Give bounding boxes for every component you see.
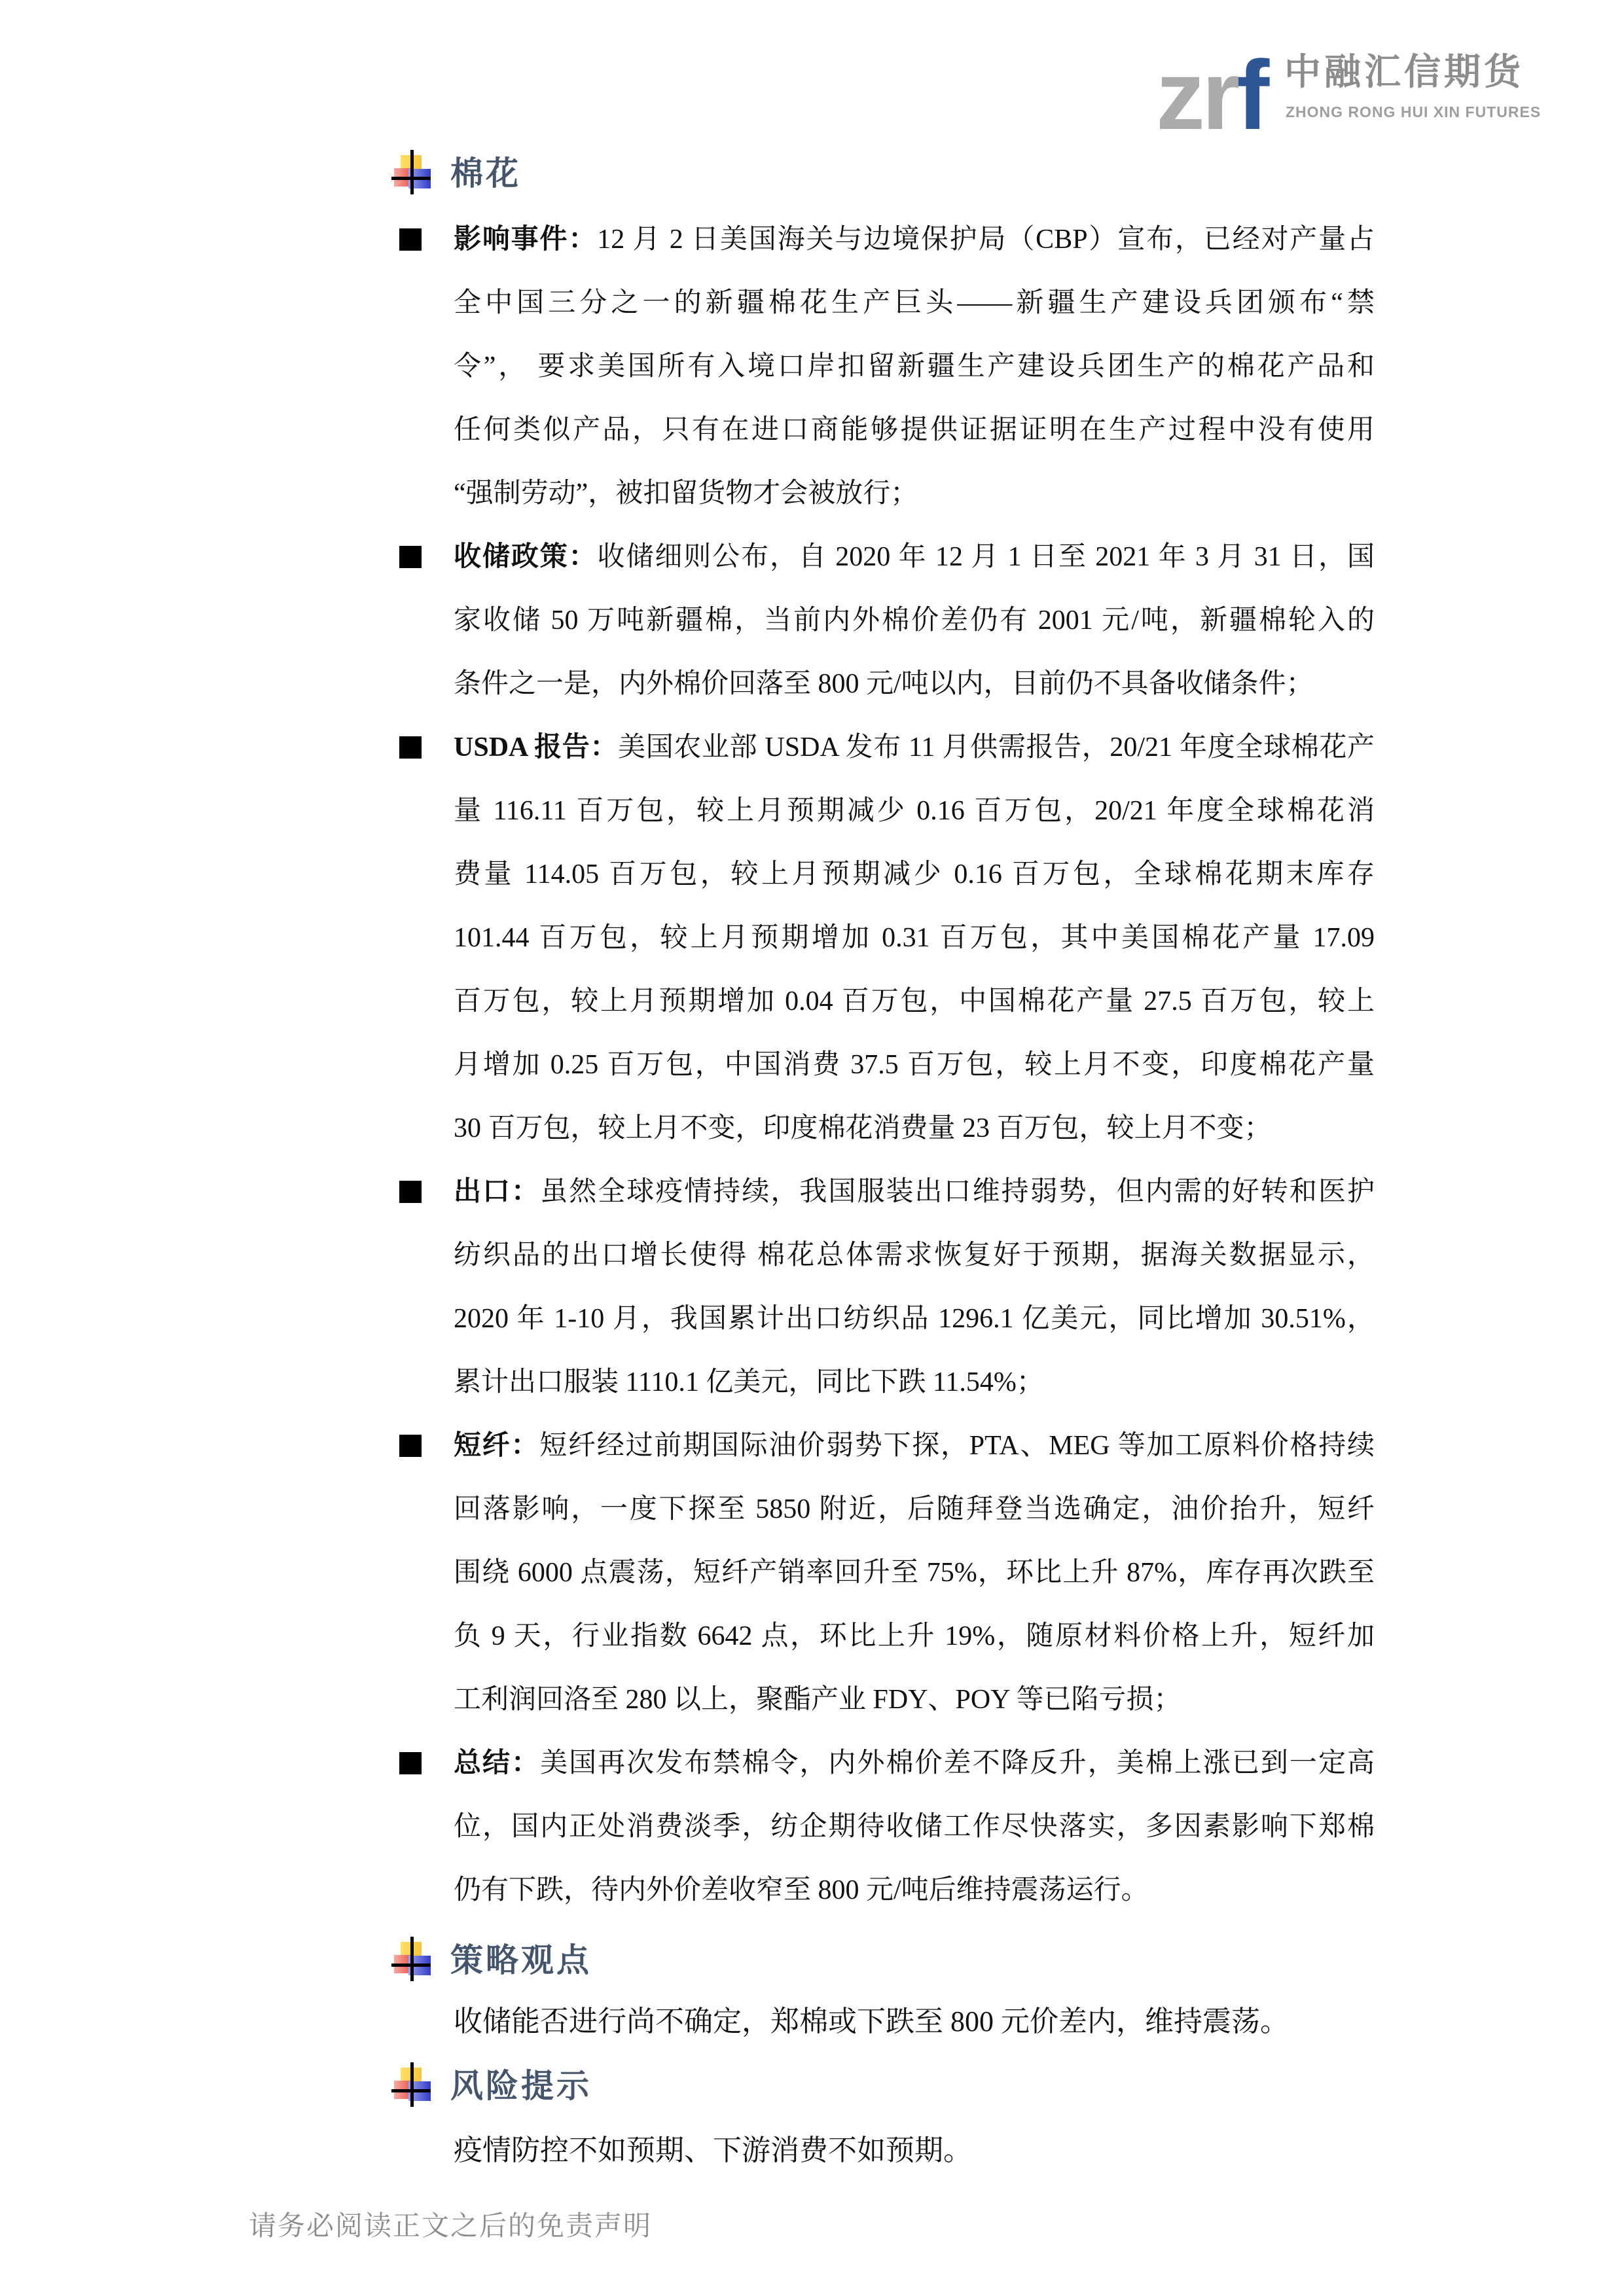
bullet-label: 总结： [454, 1748, 541, 1778]
bullet-label: 影响事件： [454, 224, 598, 255]
bullet-line: 回落影响，一度下探至 5850 附近，后随拜登当选确定，油价抬升，短纤 [454, 1494, 1375, 1524]
logo-company-name-cn: 中融汇信期货 [1284, 51, 1524, 92]
bullet-square-marker [399, 1435, 422, 1457]
bullet-item [398, 208, 1375, 526]
bullet-line: 家收储 50 万吨新疆棉，当前内外棉价差仍有 2001 元/吨，新疆棉轮入的 [454, 605, 1375, 636]
bullet-line: 短纤：短纤经过前期国际油价弱势下探，PTA、MEG 等加工原料价格持续 [454, 1431, 1375, 1461]
section-heading-strategy: 策略观点 [450, 1942, 592, 1979]
section-heading-cotton: 棉花 [450, 155, 521, 192]
bullet-label: USDA 报告： [454, 732, 619, 762]
icon-cross-vertical [410, 2062, 414, 2107]
bullet-text [454, 1160, 1375, 1414]
bullet-text [454, 1414, 1375, 1732]
section-strategy-heading-group [391, 1939, 592, 1982]
icon-cross-horizontal [391, 2089, 431, 2092]
picture-bullet-icon [391, 152, 433, 194]
bullet-line: 位，国内正处消费淡季，纺企期待收储工作尽快落实，多因素影响下郑棉 [454, 1812, 1375, 1842]
bullet-line: 2020 年 1-10 月，我国累计出口纺织品 1296.1 亿美元，同比增加 30.51%， [454, 1304, 1375, 1334]
bullet-square-marker [399, 1181, 422, 1203]
bullet-square-marker [399, 1752, 422, 1774]
bullet-text [454, 208, 1375, 526]
bullet-line: 30 百万包，较上月不变，印度棉花消费量 23 百万包，较上月不变； [454, 1113, 1272, 1143]
bullet-text [454, 716, 1375, 1160]
strategy-paragraph: 收储能否进行尚不确定，郑棉或下跌至 800 元价差内，维持震荡。 [454, 2005, 1289, 2037]
logo-wordmark-zr: zr [1156, 40, 1237, 150]
bullet-line: 总结：美国再次发布禁棉令，内外棉价差不降反升，美棉上涨已到一定高 [454, 1748, 1375, 1778]
bullet-item [398, 1732, 1375, 1922]
section-risk-heading-group [391, 2064, 592, 2108]
bullet-square-marker [399, 228, 422, 251]
bullet-line: 百万包，较上月预期增加 0.04 百万包，中国棉花产量 27.5 百万包，较上 [454, 986, 1375, 1016]
bullet-label: 收储政策： [454, 542, 598, 572]
bullet-line: 量 116.11 百万包，较上月预期减少 0.16 百万包，20/21 年度全球棉花消 [454, 796, 1375, 826]
bullet-line: 累计出口服装 1110.1 亿美元，同比下跌 11.54%； [454, 1367, 1044, 1397]
logo-wordmark-f: f [1236, 40, 1267, 150]
bullet-label: 短纤： [454, 1431, 540, 1461]
bullet-item [398, 716, 1375, 1160]
company-logo [1156, 26, 1549, 150]
bullet-label: 出口： [454, 1177, 541, 1207]
icon-cross-horizontal [391, 1964, 431, 1967]
bullet-line: 101.44 百万包，较上月预期增加 0.31 百万包，其中美国棉花产量 17.09 [454, 923, 1375, 953]
bullet-list [398, 208, 1375, 1922]
bullet-text [454, 1732, 1375, 1922]
footer-disclaimer: 请务必阅读正文之后的免责声明 [249, 2212, 653, 2242]
icon-cross-horizontal [391, 177, 431, 180]
bullet-line: 仍有下跌，待内外价差收窄至 800 元/吨后维持震荡运行。 [454, 1875, 1149, 1905]
section-cotton-heading-group [391, 152, 521, 195]
bullet-line: 令”， 要求美国所有入境口岸扣留新疆生产建设兵团生产的棉花产品和 [454, 351, 1375, 382]
bullet-item [398, 1414, 1375, 1732]
risk-paragraph: 疫情防控不如预期、下游消费不如预期。 [454, 2134, 972, 2166]
bullet-item [398, 526, 1375, 716]
bullet-line: 月增加 0.25 百万包，中国消费 37.5 百万包，较上月不变，印度棉花产量 [454, 1050, 1375, 1080]
bullet-line: USDA 报告：美国农业部 USDA 发布 11 月供需报告，20/21 年度全球棉花产 [454, 732, 1375, 762]
bullet-line: “强制劳动”，被扣留货物才会被放行； [454, 478, 918, 509]
bullet-line: 影响事件：12 月 2 日美国海关与边境保护局（CBP）宣布，已经对产量占 [454, 224, 1375, 255]
bullet-square-marker [399, 546, 422, 568]
logo-wordmark [1156, 40, 1267, 150]
bullet-square-marker [399, 736, 422, 759]
picture-bullet-icon [391, 2065, 433, 2107]
bullet-line: 条件之一是，内外棉价回落至 800 元/吨以内，目前仍不具备收储条件； [454, 669, 1314, 699]
bullet-item [398, 1160, 1375, 1414]
section-heading-risk: 风险提示 [450, 2068, 592, 2104]
bullet-line: 纺织品的出口增长使得 棉花总体需求恢复好于预期，据海关数据显示， [454, 1240, 1375, 1270]
bullet-line: 全中国三分之一的新疆棉花生产巨头——新疆生产建设兵团颁布“禁 [454, 288, 1375, 318]
bullet-line: 负 9 天，行业指数 6642 点，环比上升 19%，随原材料价格上升，短纤加 [454, 1621, 1375, 1651]
icon-cross-vertical [410, 1937, 414, 1981]
bullet-line: 收储政策：收储细则公布，自 2020 年 12 月 1 日至 2021 年 3 月 31 日，国 [454, 542, 1375, 572]
icon-cross-vertical [410, 150, 414, 194]
bullet-line: 任何类似产品，只有在进口商能够提供证据证明在生产过程中没有使用 [454, 415, 1375, 445]
logo-company-name-en: ZHONG RONG HUI XIN FUTURES [1286, 103, 1542, 120]
bullet-line: 出口：虽然全球疫情持续，我国服装出口维持弱势，但内需的好转和医护 [454, 1177, 1375, 1207]
bullet-line: 围绕 6000 点震荡，短纤产销率回升至 75%，环比上升 87%，库存再次跌至 [454, 1558, 1375, 1588]
bullet-line: 费量 114.05 百万包，较上月预期减少 0.16 百万包，全球棉花期末库存 [454, 859, 1375, 889]
bullet-line: 工利润回洛至 280 以上，聚酯产业 FDY、POY 等已陷亏损； [454, 1685, 1182, 1715]
picture-bullet-icon [391, 1939, 433, 1981]
bullet-text [454, 526, 1375, 716]
